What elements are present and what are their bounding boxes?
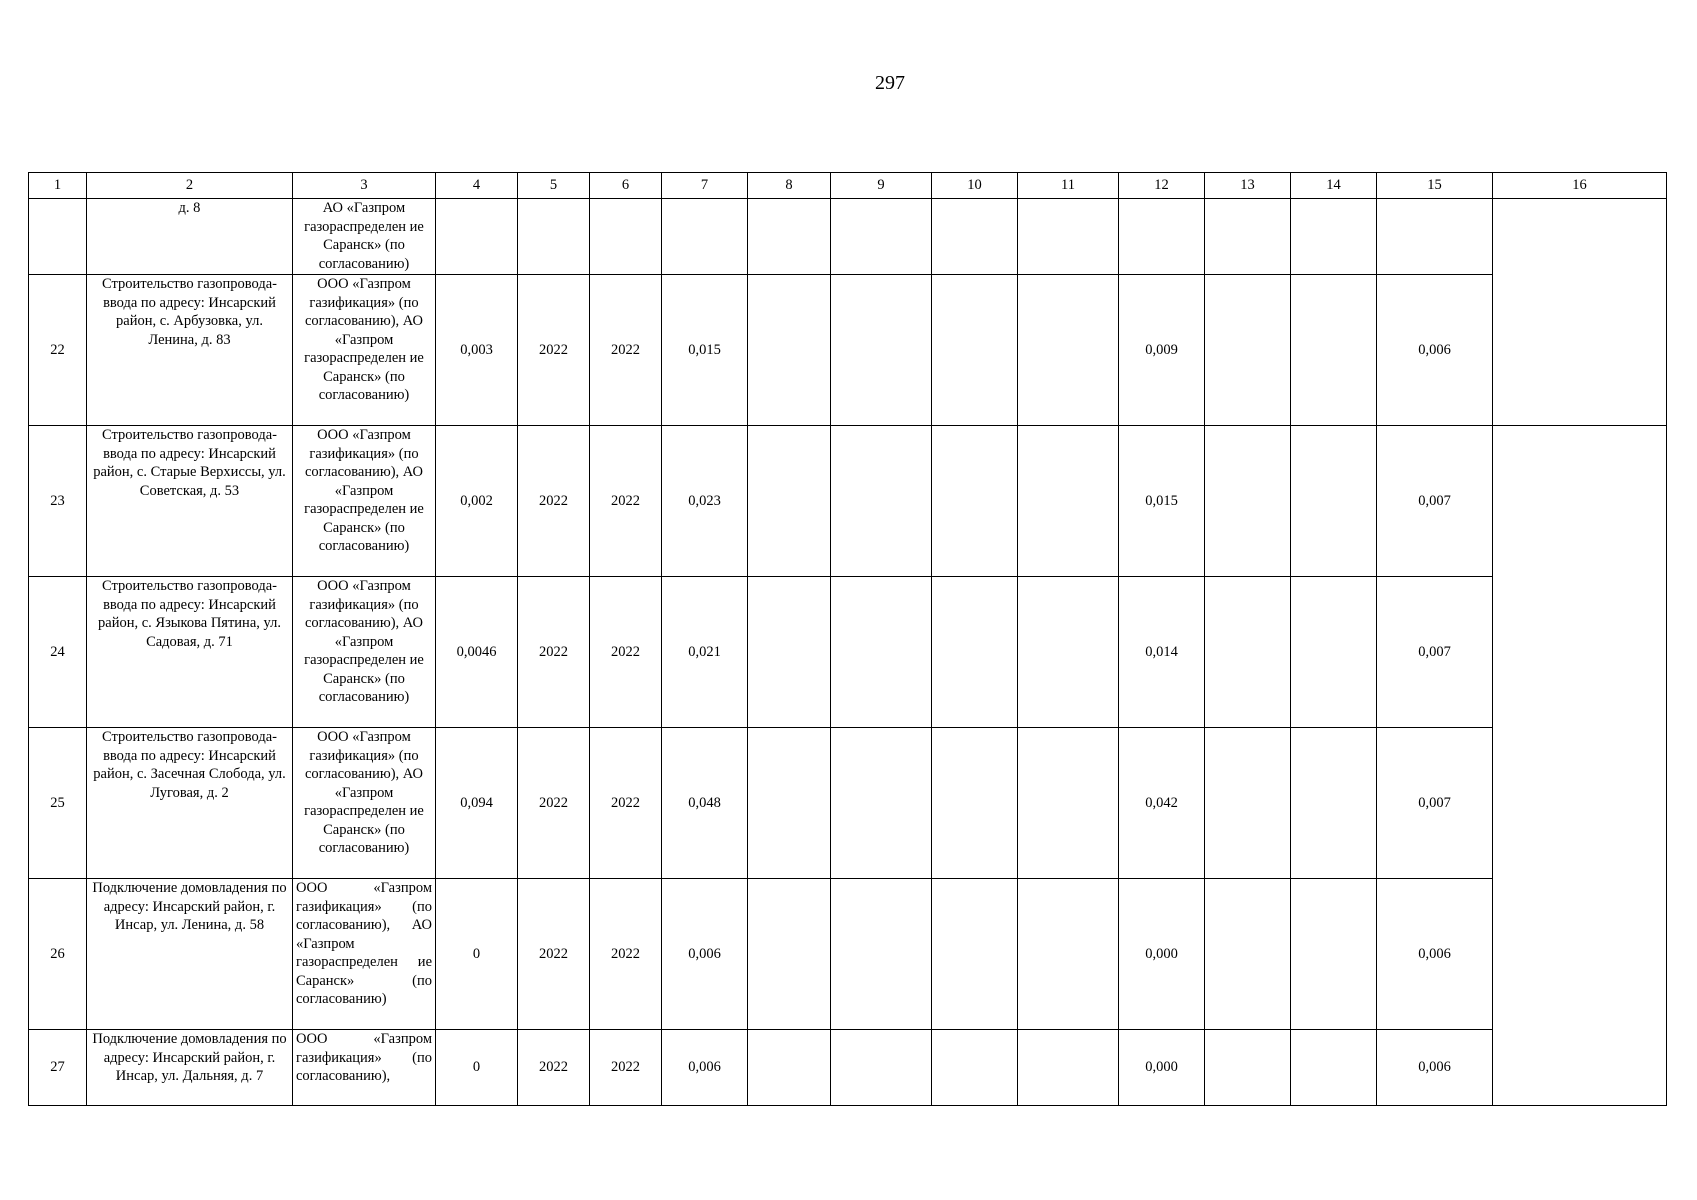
empty-cell [748, 879, 831, 1030]
empty-cell [831, 577, 932, 728]
row-number: 27 [29, 1030, 87, 1106]
empty-cell [1018, 199, 1119, 275]
empty-cell [1018, 879, 1119, 1030]
executor-cell: ООО «Газпром газификация» (по согласованию), АО «Газпром газораспределен ие Саранск» (по согласованию) [293, 577, 436, 728]
empty-cell [831, 1030, 932, 1106]
column-header: 13 [1205, 173, 1291, 199]
table-row [29, 275, 1667, 426]
table-row [29, 577, 1667, 728]
empty-cell [748, 426, 831, 577]
empty-cell [932, 879, 1018, 1030]
empty-cell [748, 275, 831, 426]
executor-cell: ООО «Газпром газификация» (по согласованию), АО «Газпром газораспределен ие Саранск» (по согласованию) [293, 426, 436, 577]
empty-cell [932, 275, 1018, 426]
empty-cell [831, 275, 932, 426]
start-year-cell: 2022 [518, 879, 590, 1030]
empty-cell [831, 199, 932, 275]
end-year-cell: 2022 [590, 275, 662, 426]
executor-cell: ООО «Газпром газификация» (по согласованию), [293, 1030, 436, 1106]
start-year-cell: 2022 [518, 275, 590, 426]
object-name-cell: Строительство газопровода-ввода по адресу: Инсарский район, с. Засечная Слобода, ул. Луговая, д. 2 [87, 728, 293, 879]
object-name-cell: Подключение домовладения по адресу: Инсарский район, г. Инсар, ул. Ленина, д. 58 [87, 879, 293, 1030]
empty-cell [1291, 1030, 1377, 1106]
empty-cell [1205, 275, 1291, 426]
empty-cell [748, 1030, 831, 1106]
empty-cell [831, 728, 932, 879]
start-year-cell: 2022 [518, 728, 590, 879]
empty-cell [1018, 275, 1119, 426]
empty-cell [932, 199, 1018, 275]
column-header: 5 [518, 173, 590, 199]
amount-cell: 0,000 [1119, 1030, 1205, 1106]
amount-cell: 0,007 [1377, 426, 1493, 577]
column-header: 1 [29, 173, 87, 199]
end-year-cell: 2022 [590, 577, 662, 728]
amount-cell: 0,042 [1119, 728, 1205, 879]
total-cell: 0,023 [662, 426, 748, 577]
column-header: 10 [932, 173, 1018, 199]
column-header: 7 [662, 173, 748, 199]
value-cell: 0,094 [436, 728, 518, 879]
end-year-cell: 2022 [590, 728, 662, 879]
executor-cell: ООО «Газпром газификация» (по согласованию), АО «Газпром газораспределен ие Саранск» (по согласованию) [293, 275, 436, 426]
value-cell: 0,002 [436, 426, 518, 577]
amount-cell [1119, 199, 1205, 275]
page-number: 297 [875, 72, 905, 94]
end-year-cell: 2022 [590, 879, 662, 1030]
column-header: 12 [1119, 173, 1205, 199]
table-row [29, 426, 1667, 577]
empty-cell [1018, 426, 1119, 577]
column-header: 16 [1493, 173, 1667, 199]
column-header: 4 [436, 173, 518, 199]
total-cell: 0,006 [662, 1030, 748, 1106]
empty-cell [1205, 728, 1291, 879]
amount-cell: 0,007 [1377, 728, 1493, 879]
total-cell: 0,021 [662, 577, 748, 728]
object-name-cell: Строительство газопровода-ввода по адресу: Инсарский район, с. Арбузовка, ул. Ленина, д. 83 [87, 275, 293, 426]
column-header: 6 [590, 173, 662, 199]
start-year-cell: 2022 [518, 577, 590, 728]
total-cell: 0,015 [662, 275, 748, 426]
empty-cell [748, 577, 831, 728]
row-number: 25 [29, 728, 87, 879]
empty-cell [1291, 275, 1377, 426]
start-year-cell: 2022 [518, 1030, 590, 1106]
object-name-cell: Строительство газопровода-ввода по адресу: Инсарский район, с. Языкова Пятина, ул. Садовая, д. 71 [87, 577, 293, 728]
empty-cell [1018, 728, 1119, 879]
empty-cell [1205, 426, 1291, 577]
value-cell: 0,0046 [436, 577, 518, 728]
empty-cell [1205, 879, 1291, 1030]
amount-cell: 0,015 [1119, 426, 1205, 577]
column-header: 11 [1018, 173, 1119, 199]
empty-cell [831, 426, 932, 577]
column-header: 2 [87, 173, 293, 199]
empty-cell [748, 199, 831, 275]
amount-cell: 0,006 [1377, 879, 1493, 1030]
end-year-cell: 2022 [590, 426, 662, 577]
column-header: 3 [293, 173, 436, 199]
amount-cell: 0,009 [1119, 275, 1205, 426]
total-cell [662, 199, 748, 275]
executor-cell: ООО «Газпром газификация» (по согласованию), АО «Газпром газораспределен ие Саранск» (по согласованию) [293, 728, 436, 879]
executor-cell: ООО «Газпром газификация» (по согласованию), АО «Газпром газораспределен ие Саранск» (по согласованию) [293, 879, 436, 1030]
column-header: 15 [1377, 173, 1493, 199]
empty-cell [1291, 577, 1377, 728]
object-name-cell: Строительство газопровода-ввода по адресу: Инсарский район, с. Старые Верхиссы, ул. Советская, д. 53 [87, 426, 293, 577]
row-number: 26 [29, 879, 87, 1030]
start-year-cell: 2022 [518, 426, 590, 577]
table-row [29, 879, 1667, 1030]
empty-cell [932, 577, 1018, 728]
row-number: 24 [29, 577, 87, 728]
table-row [29, 199, 1667, 275]
object-name-cell: д. 8 [87, 199, 293, 275]
column-number-row [29, 173, 1667, 199]
empty-cell [1291, 426, 1377, 577]
empty-cell [831, 879, 932, 1030]
empty-cell [1018, 577, 1119, 728]
amount-cell: 0,007 [1377, 577, 1493, 728]
data-table [28, 172, 1667, 1106]
start-year-cell [518, 199, 590, 275]
row-number: 22 [29, 275, 87, 426]
empty-cell [1205, 199, 1291, 275]
column-header: 9 [831, 173, 932, 199]
value-cell [436, 199, 518, 275]
empty-cell [1291, 879, 1377, 1030]
amount-cell: 0,006 [1377, 1030, 1493, 1106]
empty-cell [1291, 199, 1377, 275]
empty-cell [1205, 577, 1291, 728]
value-cell: 0,003 [436, 275, 518, 426]
executor-cell: АО «Газпром газораспределен ие Саранск» (по согласованию) [293, 199, 436, 275]
table-row [29, 728, 1667, 879]
column-header: 14 [1291, 173, 1377, 199]
amount-cell: 0,006 [1377, 275, 1493, 426]
amount-cell [1377, 199, 1493, 275]
empty-cell [1018, 1030, 1119, 1106]
amount-cell: 0,014 [1119, 577, 1205, 728]
value-cell: 0 [436, 879, 518, 1030]
empty-cell [748, 728, 831, 879]
row-number: 23 [29, 426, 87, 577]
empty-cell [932, 426, 1018, 577]
object-name-cell: Подключение домовладения по адресу: Инсарский район, г. Инсар, ул. Дальняя, д. 7 [87, 1030, 293, 1106]
end-year-cell: 2022 [590, 1030, 662, 1106]
empty-cell [1291, 728, 1377, 879]
total-cell: 0,006 [662, 879, 748, 1030]
total-cell: 0,048 [662, 728, 748, 879]
amount-cell: 0,000 [1119, 879, 1205, 1030]
row-number [29, 199, 87, 275]
table-row [29, 1030, 1667, 1106]
column-header: 8 [748, 173, 831, 199]
end-year-cell [590, 199, 662, 275]
value-cell: 0 [436, 1030, 518, 1106]
empty-cell [1493, 199, 1667, 426]
empty-cell [1205, 1030, 1291, 1106]
empty-cell [932, 728, 1018, 879]
empty-cell [932, 1030, 1018, 1106]
empty-cell [1493, 426, 1667, 1106]
